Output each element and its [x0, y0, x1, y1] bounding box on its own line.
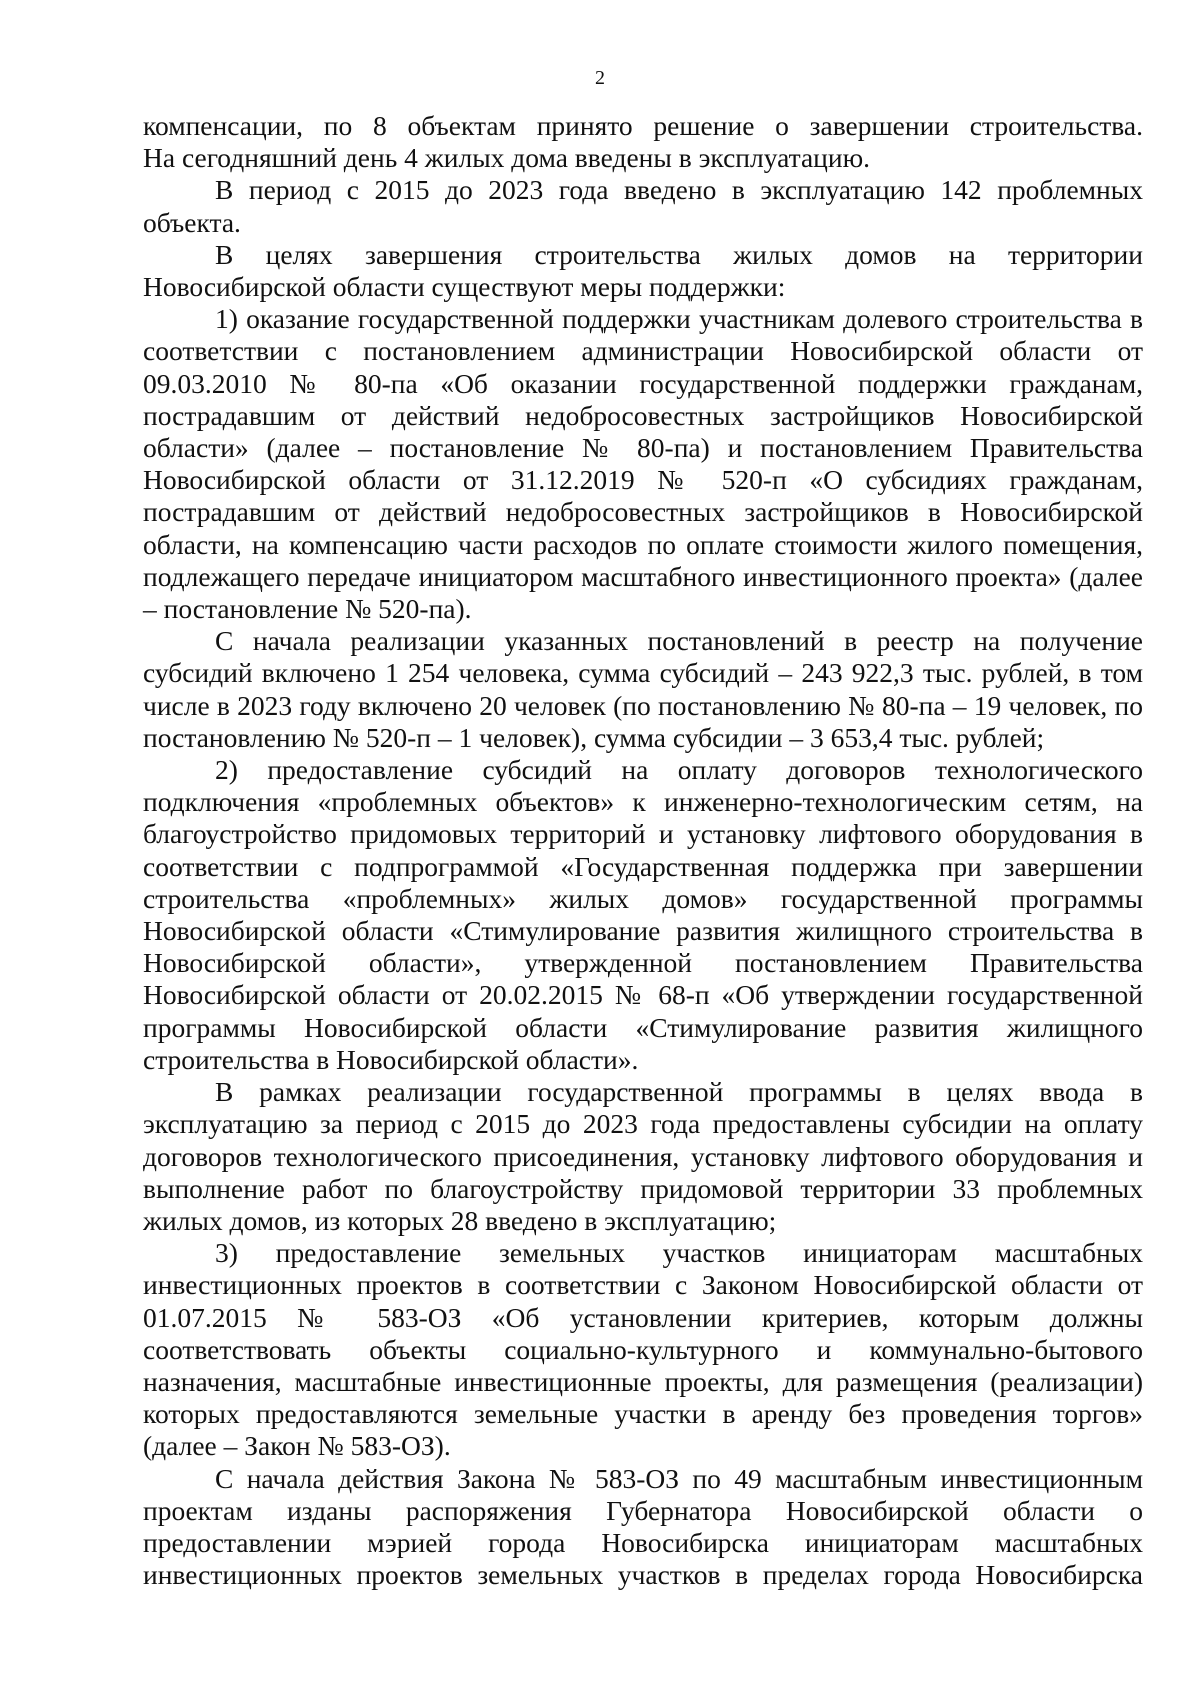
- paragraph-4: В целях завершения строительства жилых домов на территории Новосибирской области существуют меры поддержки:: [143, 238, 1143, 303]
- paragraph-7: 2) предоставление субсидий на оплату договоров технологического подключения «проблемных объектов» к инженерно-технологическим сетям, на благоустройство придомовых территорий и установку лифтового оборудования в соответствии с подпрограммой «Государственная поддержка при завершении строительства «проблемных» жилых домов» государственной программы Новосибирской области «Стимулирование развития жилищного строительства в Новосибирской области», утвержденной постановлением Правительства Новосибирской области от 20.02.2015 № 68-п «Об утверждении государственной программы Новосибирской области «Стимулирование развития жилищного строительства в Новосибирской области».: [143, 754, 1143, 1075]
- page-number: 2: [595, 67, 605, 89]
- paragraph-3: В период с 2015 до 2023 года введено в эксплуатацию 142 проблемных объекта.: [143, 174, 1143, 238]
- paragraph-1: компенсации, по 8 объектам принято решение о завершении строительства.: [143, 110, 1143, 141]
- paragraph-8: В рамках реализации государственной программы в целях ввода в эксплуатацию за период с 2015 до 2023 года предоставлены субсидии на оплату договоров технологического присоединения, установку лифтового оборудования и выполнение работ по благоустройству придомовой территории 33 проблемных жилых домов, из которых 28 введено в эксплуатацию;: [143, 1076, 1143, 1236]
- document-body: [143, 110, 1143, 1591]
- paragraph-2: На сегодняшний день 4 жилых дома введены в эксплуатацию.: [143, 142, 871, 174]
- paragraph-6: С начала реализации указанных постановлений в реестр на получение субсидий включено 1 254 человека, сумма субсидий – 243 922,3 тыс. рублей, в том числе в 2023 году включено 20 человек (по постановлению № 80-па – 19 человек, по постановлению № 520-п – 1 человек), сумма субсидии – 3 653,4 тыс. рублей;: [143, 625, 1143, 753]
- paragraph-10: С начала действия Закона № 583-ОЗ по 49 масштабным инвестиционным проектам изданы распоряжения Губернатора Новосибирской области о предоставлении мэрией города Новосибирска инициаторам масштабных инвестиционных проектов земельных участков в пределах города Новосибирска: [143, 1462, 1143, 1591]
- paragraph-5: 1) оказание государственной поддержки участникам долевого строительства в соответствии с постановлением администрации Новосибирской области от 09.03.2010 № 80-па «Об оказании государственной поддержки гражданам, пострадавшим от действий недобросовестных застройщиков Новосибирской области» (далее – постановление № 80-па) и постановлением Правительства Новосибирской области от 31.12.2019 № 520-п «О субсидиях гражданам, пострадавшим от действий недобросовестных застройщиков в Новосибирской области, на компенсацию части расходов по оплате стоимости жилого помещения, подлежащего передаче инициатором масштабного инвестиционного проекта» (далее – постановление № 520-па).: [143, 303, 1143, 625]
- paragraph-9: 3) предоставление земельных участков инициаторам масштабных инвестиционных проектов в соответствии с Законом Новосибирской области от 01.07.2015 № 583-ОЗ «Об установлении критериев, которым должны соответствовать объекты социально-культурного и коммунально-бытового назначения, масштабные инвестиционные проекты, для размещения (реализации) которых предоставляются земельные участки в аренду без проведения торгов» (далее – Закон № 583-ОЗ).: [143, 1237, 1143, 1462]
